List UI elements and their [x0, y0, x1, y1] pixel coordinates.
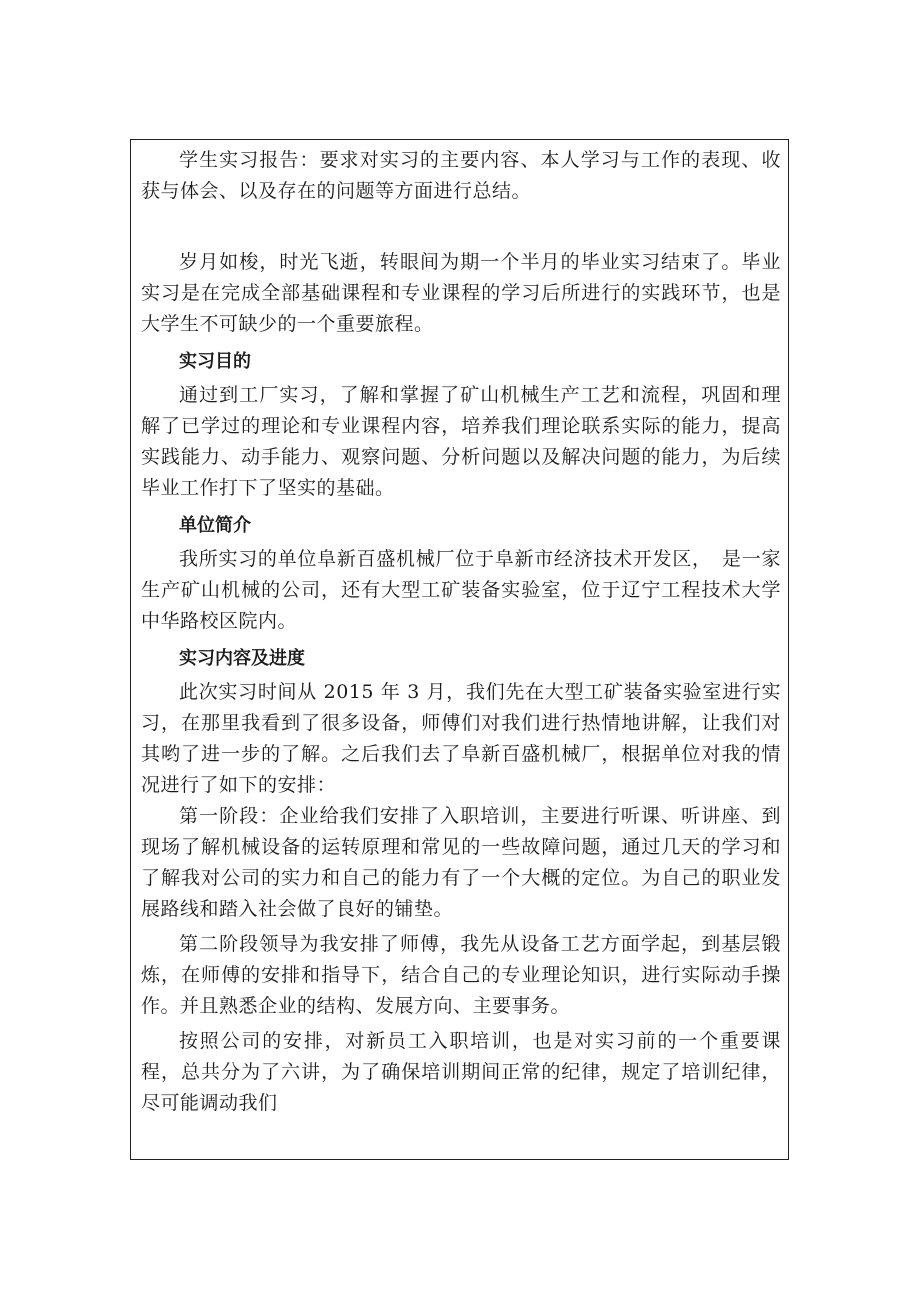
report-content [141, 145, 781, 1119]
content-paragraph-2: 第一阶段：企业给我们安排了入职培训，主要进行听课、听讲座、到现场了解机械设备的运转原理和常见的一些故障问题，通过几天的学习和了解我对公司的实力和自己的能力有了一个大概的定位。为自己的职业发展路线和踏入社会做了良好的铺垫。 [141, 805, 781, 920]
section-heading-company: 单位简介 [179, 515, 251, 536]
section-heading-content: 实习内容及进度 [179, 648, 305, 669]
report-table-cell [130, 139, 789, 1160]
purpose-paragraph: 通过到工厂实习，了解和掌握了矿山机械生产工艺和流程，巩固和理解了已学过的理论和专业课程内容，培养我们理论联系实际的能力，提高实践能力、动手能力、观察问题、分析问题以及解决问题的能力，为后续毕业工作打下了坚实的基础。 [141, 384, 781, 499]
content-paragraph-4: 按照公司的安排，对新员工入职培训，也是对实习前的一个重要课程，总共分为了六讲，为了确保培训期间正常的纪律，规定了培训纪律，尽可能调动我们 [141, 1030, 781, 1114]
company-paragraph: 我所实习的单位阜新百盛机械厂位于阜新市经济技术开发区， 是一家生产矿山机械的公司，还有大型工矿装备实验室，位于辽宁工程技术大学中华路校区院内。 [141, 548, 781, 632]
section-heading-purpose: 实习目的 [179, 351, 251, 372]
content-paragraph-1: 此次实习时间从 2015 年 3 月，我们先在大型工矿装备实验室进行实习，在那里我看到了很多设备，师傅们对我们进行热情地讲解，让我们对其哟了进一步的了解。之后我们去了阜新百盛机械厂，根据单位对我的情况进行了如下的安排： [141, 681, 781, 796]
spacer [141, 207, 781, 247]
content-paragraph-3: 第二阶段领导为我安排了师傅，我先从设备工艺方面学起，到基层锻炼，在师傅的安排和指导下，结合自己的专业理论知识，进行实际动手操作。并且熟悉企业的结构、发展方向、主要事务。 [141, 933, 781, 1017]
intro-paragraph: 岁月如梭，时光飞逝，转眼间为期一个半月的毕业实习结束了。毕业实习是在完成全部基础课程和专业课程的学习后所进行的实践环节，也是大学生不可缺少的一个重要旅程。 [141, 251, 781, 335]
requirement-text: 学生实习报告：要求对实习的主要内容、本人学习与工作的表现、收获与体会、以及存在的问题等方面进行总结。 [141, 149, 781, 202]
